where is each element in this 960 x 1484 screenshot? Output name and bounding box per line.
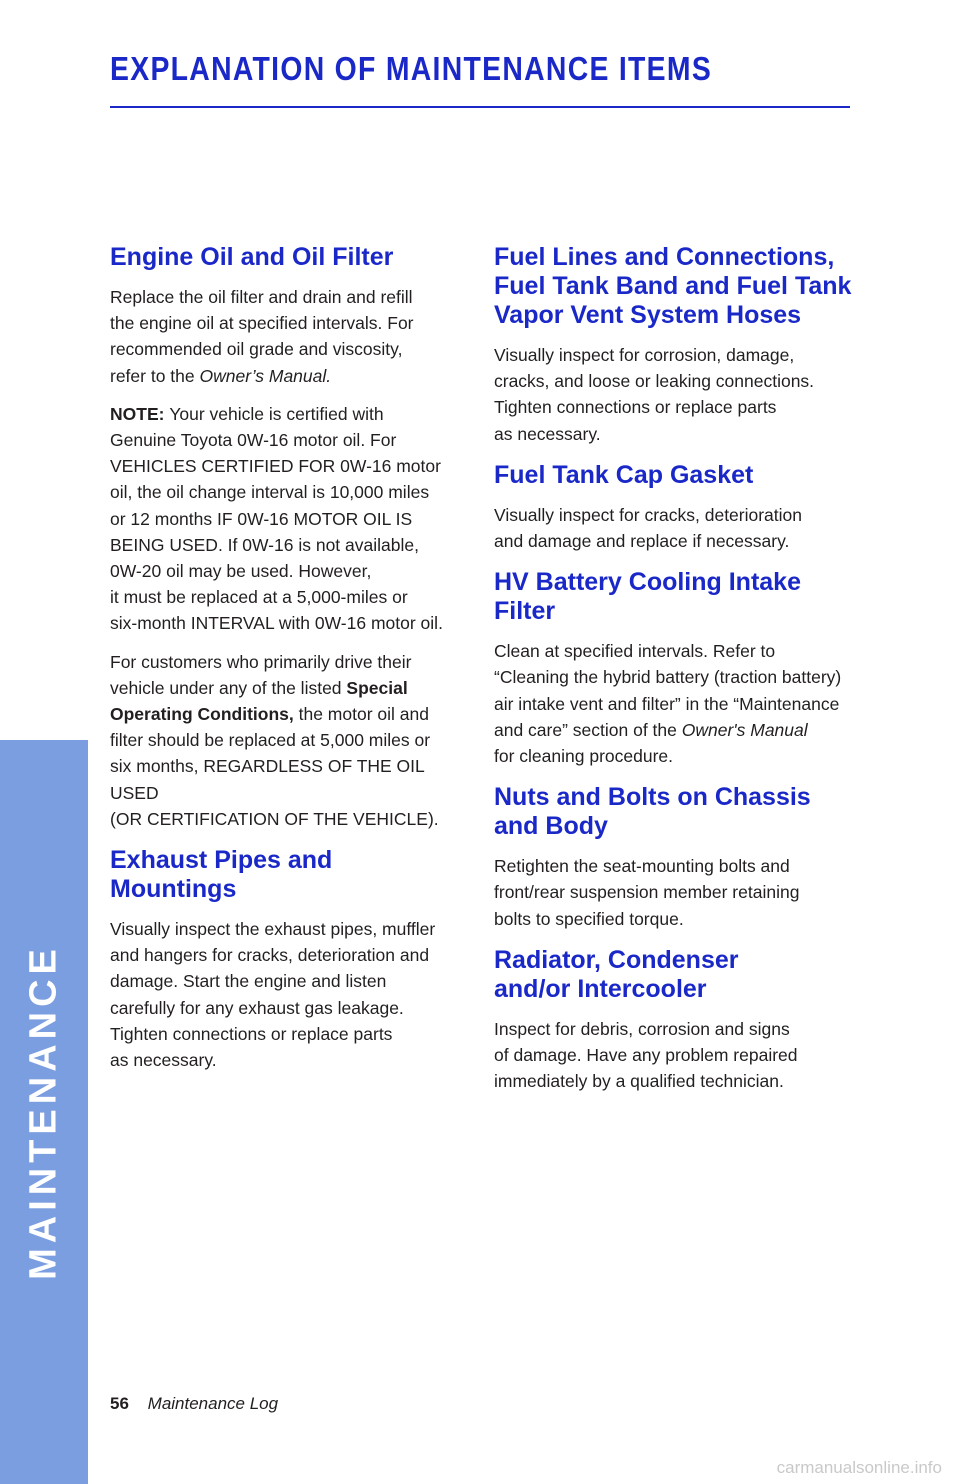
- text-run: Special Operating Conditions,: [110, 677, 408, 725]
- right-column: [494, 243, 854, 1108]
- text-run: Visually inspect for cracks, deterioration and damage and replace if necessary.: [494, 504, 803, 552]
- maintenance-section: [494, 461, 854, 554]
- maintenance-section: [110, 846, 465, 1073]
- section-title: Radiator, Condenser and/or Intercooler: [494, 945, 739, 1003]
- text-run: For customers who primarily drive their vehicle under any of the listed: [110, 651, 412, 698]
- footer-label: Maintenance Log: [147, 1394, 279, 1413]
- section-title: Nuts and Bolts on Chassis and Body: [494, 783, 811, 841]
- section-paragraph: [110, 401, 465, 637]
- section-title: Fuel Tank Cap Gasket: [494, 460, 754, 489]
- section-title: HV Battery Cooling Intake Filter: [494, 568, 801, 626]
- text-run: Retighten the seat-mounting bolts and front/rear suspension member retaining bolts to specified torque.: [494, 856, 800, 929]
- section-title: Fuel Lines and Connections, Fuel Tank Band and Fuel Tank Vapor Vent System Hoses: [494, 243, 852, 329]
- maintenance-section: [494, 946, 854, 1095]
- section-paragraph: [110, 916, 465, 1073]
- text-run: Owner's Manual: [681, 719, 808, 740]
- text-run: Your vehicle is certified with Genuine Toyota 0W-16 motor oil. For VEHICLES CERTIFIED FOR 0W-16 motor oil, the oil change interval is 10,000 miles or 12 months IF 0W-16 MOTOR OIL IS BEING USED. If 0W-16 is not available, 0W-20 oil may be used. However, it must be replaced at a 5,000-miles or six-month INTERVAL with 0W-16 motor oil.: [110, 403, 443, 634]
- maintenance-section: [494, 783, 854, 932]
- section-paragraph: [110, 284, 465, 389]
- text-run: Visually inspect the exhaust pipes, muffler and hangers for cracks, deterioration and damage. Start the engine and listen carefully for any exhaust gas leakage. Tighten connections or replace parts as necessary.: [110, 919, 436, 1071]
- text-run: the motor oil and filter should be replaced at 5,000 miles or six months, REGARDLESS OF THE OIL USED (OR CERTIFICATION OF THE VEHICLE).: [110, 704, 439, 829]
- maintenance-section: [494, 568, 854, 769]
- text-run: Clean at specified intervals. Refer to “Cleaning the hybrid battery (traction battery) air intake vent and filter” in the “Maintenance and care” section of the: [494, 641, 842, 740]
- section-paragraph: [110, 649, 465, 832]
- section-title: Exhaust Pipes and Mountings: [110, 846, 333, 904]
- maintenance-section: [110, 243, 465, 832]
- text-run: for cleaning procedure.: [494, 746, 673, 767]
- section-paragraph: [494, 638, 854, 769]
- text-run: Replace the oil filter and drain and refill the engine oil at specified intervals. For recommended oil grade and viscosity, refer to the: [110, 287, 414, 386]
- section-paragraph: [494, 502, 854, 554]
- section-paragraph: [494, 853, 854, 932]
- section-paragraph: [494, 1016, 854, 1095]
- section-paragraph: [494, 342, 854, 447]
- maintenance-section: [494, 243, 854, 447]
- text-run: NOTE:: [110, 403, 170, 424]
- page-number: 56: [110, 1394, 129, 1413]
- text-run: Owner’s Manual.: [199, 365, 332, 386]
- title-divider: [110, 106, 850, 108]
- section-title: Engine Oil and Oil Filter: [110, 243, 394, 271]
- page-title: EXPLANATION OF MAINTENANCE ITEMS: [110, 50, 713, 87]
- watermark: carmanualsonline.info: [776, 1458, 942, 1477]
- text-run: Visually inspect for corrosion, damage, cracks, and loose or leaking connections. Tighten connections or replace parts as necessary.: [494, 345, 815, 444]
- page-footer: [110, 1394, 278, 1414]
- text-run: Inspect for debris, corrosion and signs of damage. Have any problem repaired immediately by a qualified technician.: [494, 1018, 798, 1092]
- side-tab-label: MAINTENANCE: [22, 944, 65, 1280]
- left-column: [110, 243, 465, 1087]
